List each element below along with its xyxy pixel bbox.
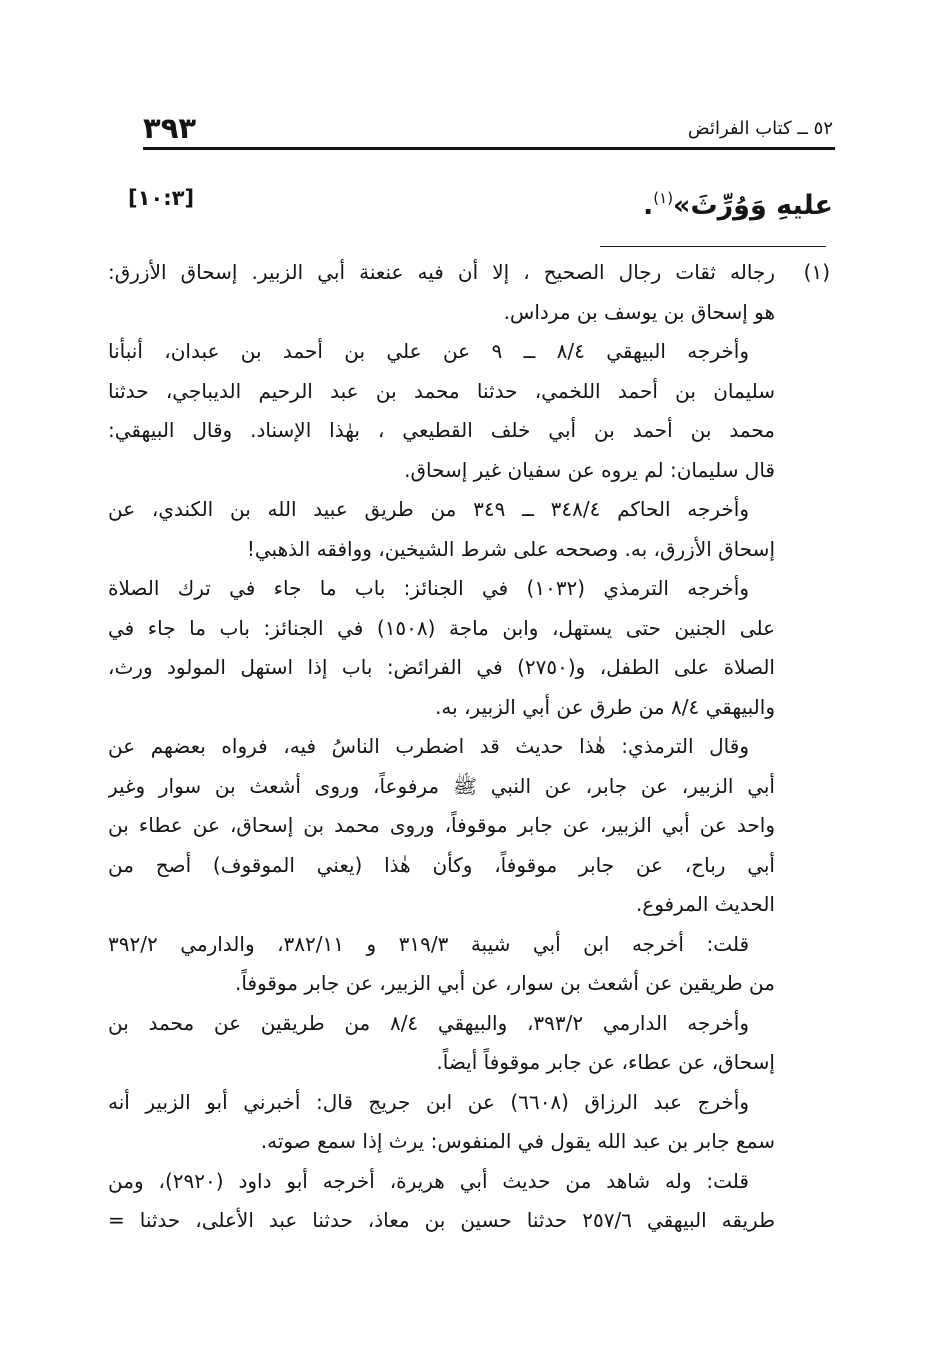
footnote-line: أبي رباح، عن جابر موقوفاً، وكأن هٰذا (يعني الموقوف) أصح من	[108, 852, 775, 877]
footnote-line: طريقه البيهقي ٢٥٧/٦ حدثنا حسين بن معاذ، حدثنا عبد الأعلى، حدثنا =	[108, 1208, 775, 1232]
footnote-marker: (١)	[803, 260, 830, 284]
footnote-line: قلت: وله شاهد من حديث أبي هريرة، أخرجه أبو داود (٢٩٢٠)، ومن	[108, 1168, 749, 1193]
footnote-line: أبي الزبير، عن جابر، عن النبي ﷺ مرفوعاً، وروى أشعث بن سوار وغير	[108, 773, 775, 798]
footnote-line: الصلاة على الطفل، و(٢٧٥٠) في الفرائض: باب إذا استهل المولود ورث،	[108, 655, 775, 679]
footnote-line: وأخرجه الحاكم ٣٤٨/٤ ــ ٣٤٩ من طريق عبيد الله بن الكندي، عن	[108, 497, 750, 521]
footnote-line: والبيهقي ٨/٤ من طرق عن أبي الزبير، به.	[435, 694, 775, 719]
footnote-line: وأخرجه الدارمي ٣٩٣/٢، والبيهقي ٨/٤ من طريقين عن محمد بن	[108, 1010, 749, 1035]
running-header-chapter: ٥٢ ــ كتاب الفرائض	[687, 118, 833, 139]
footnote-line: هو إسحاق بن يوسف بن مرداس.	[503, 299, 775, 324]
main-text-end: .	[643, 190, 654, 221]
footnote	[108, 253, 830, 1241]
footnote-line: سمع جابر بن عبد الله يقول في المنفوس: يرث إذا سمع صوته.	[260, 1129, 775, 1153]
footnote-line: محمد بن أحمد بن أبي خلف القطيعي ، بهٰذا الإسناد. وقال البيهقي:	[108, 418, 775, 442]
section-reference: [١٠:٣]	[128, 186, 195, 210]
footnote-line: إسحاق الأزرق، به. وصححه على شرط الشيخين، ووافقه الذهبي!	[246, 536, 775, 561]
footnote-separator	[600, 246, 826, 247]
footnote-line: سليمان بن أحمد اللخمي، حدثنا محمد بن عبد الرحيم الديباجي، حدثنا	[108, 378, 775, 403]
footnote-line: على الجنين حتى يستهل، وابن ماجة (١٥٠٨) في الجنائز: باب ما جاء في	[108, 615, 775, 640]
footnote-line: رجاله ثقات رجال الصحيح ، إلا أن فيه عنعنة أبي الزبير. إسحاق الأزرق:	[108, 260, 775, 284]
main-text: عليهِ وَوُرِّثَ»	[673, 190, 833, 221]
page-number: ٣٩٣	[143, 111, 197, 145]
footnote-line: وقال الترمذي: هٰذا حديث قد اضطرب الناسُ فيه، فرواه بعضهم عن	[108, 734, 749, 758]
footnote-line: إسحاق، عن عطاء، عن جابر موقوفاً أيضاً.	[436, 1050, 775, 1074]
footnote-line: قال سليمان: لم يروه عن سفيان غير إسحاق.	[404, 457, 775, 482]
footnote-line: الحديث المرفوع.	[635, 892, 775, 916]
footnote-line: واحد عن أبي الزبير، عن جابر موقوفاً، وروى محمد بن إسحاق، عن عطاء بن	[108, 813, 775, 837]
footnote-line: وأخرج عبد الرزاق (٦٦٠٨) عن ابن جريج قال: أخبرني أبو الزبير أنه	[108, 1089, 749, 1114]
footnote-line: من طريقين عن أشعث بن سوار، عن أبي الزبير، عن جابر موقوفاً.	[235, 971, 775, 995]
footnote-line: وأخرجه البيهقي ٨/٤ ــ ٩ عن علي بن أحمد بن عبدان، أنبأنا	[108, 339, 749, 363]
footnote-line: قلت: أخرجه ابن أبي شيبة ٣١٩/٣ و ٣٨٢/١١، والدارمي ٣٩٢/٢	[108, 931, 750, 956]
footnote-line: وأخرجه الترمذي (١٠٣٢) في الجنائز: باب ما جاء في ترك الصلاة	[108, 576, 749, 600]
footnote-reference: (١)	[653, 189, 674, 207]
main-text-line	[643, 186, 833, 229]
header-rule	[143, 147, 835, 150]
